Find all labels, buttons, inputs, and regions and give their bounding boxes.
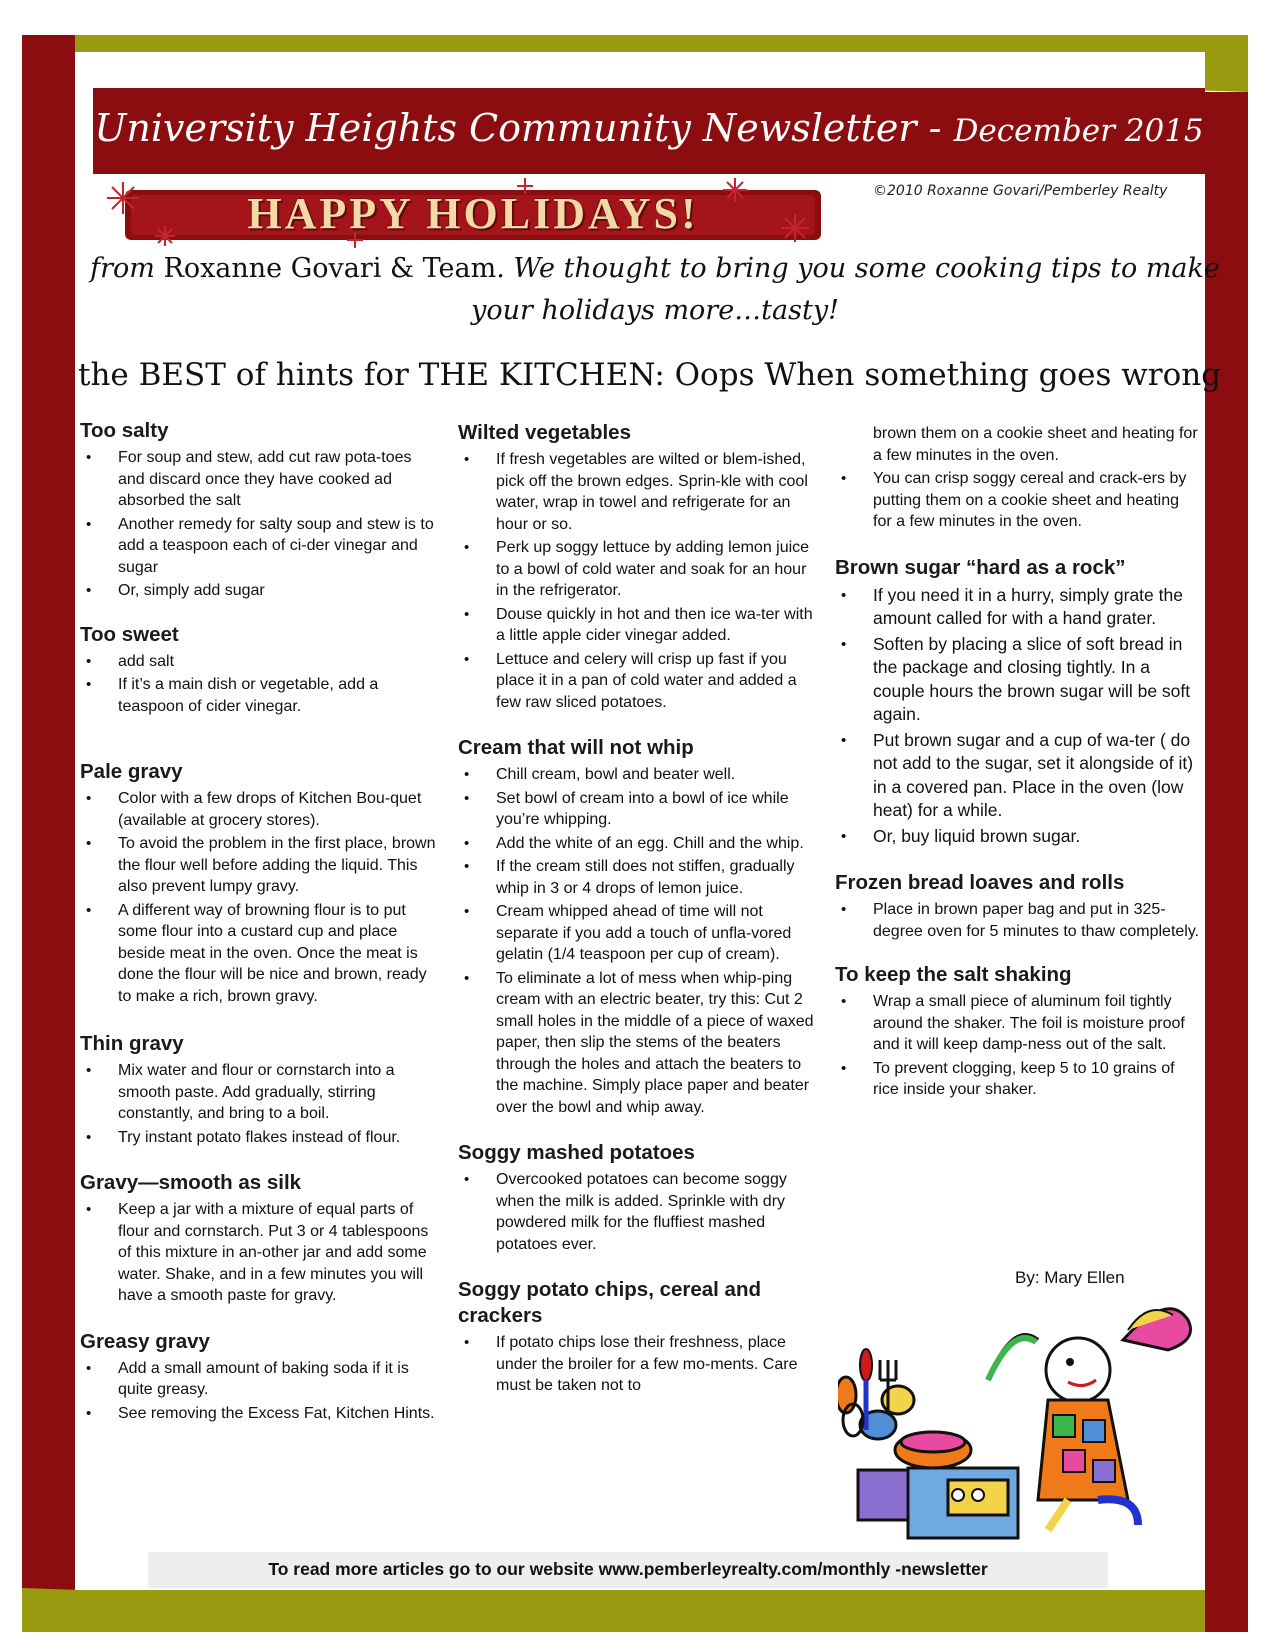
copyright-note: ©2010 Roxanne Govari/Pemberley Realty xyxy=(873,183,1168,199)
tip-block xyxy=(80,1170,442,1307)
tip-heading: Too sweet xyxy=(80,622,179,646)
tip-item: • Add the white of an egg. Chill and the whip. xyxy=(458,833,820,855)
tip-item: • Add a small amount of baking soda if it is quite greasy. xyxy=(80,1358,442,1401)
tip-block xyxy=(835,555,1200,849)
tip-item: • Mix water and flour or cornstarch into a smooth paste. Add gradually, stirring constantly, and bring to a boil. xyxy=(80,1060,442,1125)
tip-item: • Try instant potato flakes instead of flour. xyxy=(80,1127,442,1149)
tip-item: • For soup and stew, add cut raw pota-toes and discard once they have cooked ad absorbed the salt xyxy=(80,447,442,512)
tip-heading: Too salty xyxy=(80,419,169,442)
tip-item: • Overcooked potatoes can become soggy when the milk is added. Sprinkle with dry powdered milk for the fluffiest mashed potatoes ever. xyxy=(458,1169,820,1255)
masthead xyxy=(93,88,1205,174)
intro-from: from xyxy=(90,253,164,284)
tip-item: • If it’s a main dish or vegetable, add a teaspoon of cider vinegar. xyxy=(80,674,442,717)
tip-item: • Douse quickly in hot and then ice wa-ter with a little apple cider vinegar added. xyxy=(458,604,820,647)
continued-list xyxy=(835,423,1200,533)
frame-left-maroon xyxy=(22,35,75,1632)
tip-block xyxy=(458,420,820,713)
tip-item: • Wrap a small piece of aluminum foil tightly around the shaker. The foil is moisture proof and it will keep damp-ness out of the salt. xyxy=(835,991,1200,1056)
byline: By: Mary Ellen xyxy=(1015,1268,1125,1287)
tip-item: • A different way of browning flour is to put some flour into a custard cup and place beside meat in the oven. Once the meat is done the flour will be nice and brown, ready to make a rich, brown gravy. xyxy=(80,900,442,1008)
tip-item: • Place in brown paper bag and put in 325-degree oven for 5 minutes to thaw completely. xyxy=(835,899,1200,942)
intro-text xyxy=(80,248,1230,332)
tip-item: • To eliminate a lot of mess when whip-ping cream with an electric beater, try this: Cut 2 small holes in the middle of a piece of waxed paper, then slip the stems of the beaters through the holes and attach the beaters to the machine. Simply place paper and beater over the bowl and whip away. xyxy=(458,968,820,1119)
newsletter-date: December 2015 xyxy=(953,113,1204,149)
tip-item: • You can crisp soggy cereal and crack-ers by putting them on a cookie sheet and heating for a few minutes in the oven. xyxy=(835,468,1200,533)
newsletter-title-text: University Heights Community Newsletter - xyxy=(94,106,942,150)
tip-item: • add salt xyxy=(80,651,442,673)
tip-block xyxy=(458,735,820,1118)
tip-block xyxy=(835,962,1200,1101)
tip-heading: Thin gravy xyxy=(80,1032,184,1055)
tip-heading: Gravy—smooth as silk xyxy=(80,1171,302,1194)
tip-heading: Wilted vegetables xyxy=(458,421,631,444)
tip-block xyxy=(80,418,442,602)
tip-item: • If potato chips lose their freshness, place under the broiler for a few mo-ments. Care must be taken not to xyxy=(458,1332,820,1397)
column-2 xyxy=(458,420,820,1423)
column-1 xyxy=(80,418,442,1450)
tip-heading: Brown sugar “hard as a rock” xyxy=(835,555,1126,579)
tip-item: • Or, simply add sugar xyxy=(80,580,442,602)
tip-block xyxy=(80,1031,442,1148)
tip-heading: Greasy gravy xyxy=(80,1329,210,1353)
tip-block xyxy=(80,1329,442,1425)
happy-holidays-banner xyxy=(95,178,851,248)
tip-heading: Soggy mashed potatoes xyxy=(458,1141,695,1164)
tip-item: • If the cream still does not stiffen, gradually whip in 3 or 4 drops of lemon juice. xyxy=(458,856,820,899)
tip-heading: Pale gravy xyxy=(80,760,183,783)
tip-item: • Lettuce and celery will crisp up fast if you place it in a pan of cold water and added a few raw sliced potatoes. xyxy=(458,649,820,714)
tip-item: • Color with a few drops of Kitchen Bou-quet (available at grocery stores). xyxy=(80,788,442,831)
tip-heading: To keep the salt shaking xyxy=(835,963,1072,986)
tip-block xyxy=(80,759,442,1007)
tip-item: • Or, buy liquid brown sugar. xyxy=(835,825,1200,849)
tip-block xyxy=(458,1140,820,1255)
tip-item: • Set bowl of cream into a bowl of ice while you’re whipping. xyxy=(458,788,820,831)
banner-text: HAPPY HOLIDAYS! xyxy=(247,189,699,238)
chef-icon xyxy=(838,1309,1191,1538)
tip-block xyxy=(458,1277,820,1397)
tip-item: • Soften by placing a slice of soft bread in the package and closing tightly. In a couple hours the brown sugar will be soft again. xyxy=(835,633,1200,727)
tip-item: • Another remedy for salty soup and stew is to add a teaspoon each of ci-der vinegar and sugar xyxy=(80,514,442,579)
tip-heading: Soggy potato chips, cereal and crackers xyxy=(458,1278,762,1327)
tip-item: • Chill cream, bowl and beater well. xyxy=(458,764,820,786)
tip-item: • Keep a jar with a mixture of equal parts of flour and cornstarch. Put 3 or 4 tablespoons of this mixture in an-other jar and add some water. Shake, and in a few minutes you will have a smooth paste for gravy. xyxy=(80,1199,442,1307)
tip-item: • Perk up soggy lettuce by adding lemon juice to a bowl of cold water and soak for an hour in the refrigerator. xyxy=(458,537,820,602)
tip-item: • To prevent clogging, keep 5 to 10 grains of rice inside your shaker. xyxy=(835,1058,1200,1101)
intro-name: Roxanne Govari & Team xyxy=(163,253,497,284)
newsletter-title xyxy=(93,106,1205,150)
tip-item: • Cream whipped ahead of time will not separate if you add a touch of unfla-vored gelatin (1/4 teaspoon per cup of cream). xyxy=(458,901,820,966)
tip-heading: Frozen bread loaves and rolls xyxy=(835,871,1125,894)
tip-item: • If fresh vegetables are wilted or blem-ished, pick off the brown edges. Sprin-kle with cool water, wrap in towel and refrigerate for an hour or so. xyxy=(458,449,820,535)
column-3 xyxy=(835,423,1200,1127)
tip-item: • Put brown sugar and a cup of wa-ter ( do not add to the sugar, set it alongside of it) in a covered pan. Place in the oven (low heat) for a while. xyxy=(835,729,1200,823)
tip-block xyxy=(80,622,442,718)
footer-bar xyxy=(148,1552,1108,1588)
tip-heading: Cream that will not whip xyxy=(458,736,694,759)
website-link[interactable]: To read more articles go to our website www.pemberleyrealty.com/monthly -newsletter xyxy=(268,1559,988,1579)
tip-item-continued: brown them on a cookie sheet and heating for a few minutes in the oven. xyxy=(873,425,1198,464)
tip-block xyxy=(835,870,1200,942)
frame-bottom-olive-band xyxy=(22,1590,1205,1632)
tip-item: • If you need it in a hurry, simply grate the amount called for with a hand grater. xyxy=(835,584,1200,631)
cooking-chef-illustration xyxy=(838,1300,1208,1540)
intro-rest: . We thought to bring you some cooking tips to make your holidays more…tasty! xyxy=(471,253,1220,326)
section-heading: the BEST of hints for THE KITCHEN: Oops When something goes wrong xyxy=(78,357,1222,393)
tip-item: • See removing the Excess Fat, Kitchen Hints. xyxy=(80,1403,442,1425)
tip-item: • To avoid the problem in the first place, brown the flour well before adding the liquid. This also prevent lumpy gravy. xyxy=(80,833,442,898)
